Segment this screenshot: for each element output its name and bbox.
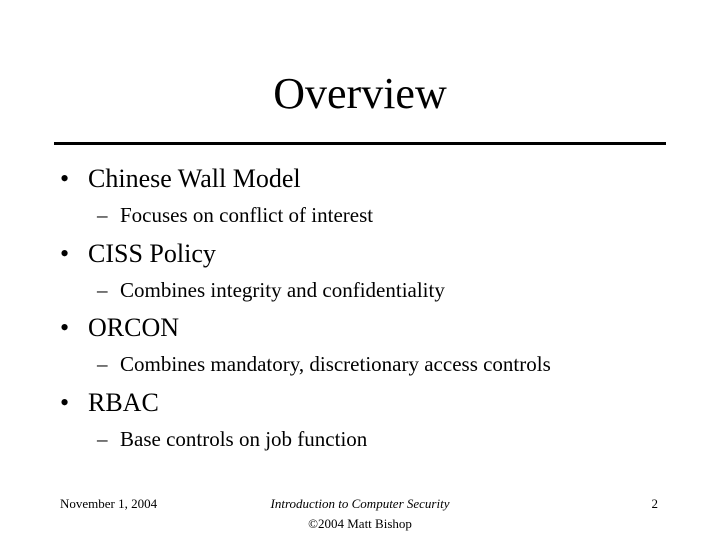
slide-title: Overview: [273, 69, 447, 118]
bullet-text: RBAC: [88, 388, 159, 417]
sub-bullet-text: Combines integrity and confidentiality: [120, 278, 445, 302]
footer-copyright: ©2004 Matt Bishop: [308, 516, 412, 531]
sub-bullet-text: Focuses on conflict of interest: [120, 203, 374, 227]
sub-bullet-glyph: –: [97, 203, 108, 227]
bullet-item: [60, 313, 179, 343]
footer-date: November 1, 2004: [60, 496, 158, 511]
sub-bullet-text: Combines mandatory, discretionary access controls: [120, 352, 551, 376]
bullet-item: [60, 164, 301, 194]
sub-bullet-item: [97, 427, 367, 451]
sub-bullet-item: [97, 278, 445, 302]
sub-bullet-glyph: –: [97, 427, 108, 451]
page-number: 2: [651, 496, 658, 511]
bullet-glyph: •: [60, 239, 70, 268]
sub-bullet-item: [97, 352, 551, 376]
bullet-item: [60, 239, 216, 269]
sub-bullet-text: Base controls on job function: [120, 427, 368, 451]
sub-bullet-item: [97, 203, 373, 227]
bullet-text: Chinese Wall Model: [88, 164, 301, 193]
bullet-glyph: •: [60, 388, 70, 417]
bullet-text: CISS Policy: [88, 239, 216, 268]
bullet-text: ORCON: [88, 313, 180, 342]
sub-bullet-glyph: –: [97, 352, 108, 376]
footer-course-info: [200, 494, 520, 534]
bullet-glyph: •: [60, 164, 70, 193]
sub-bullet-glyph: –: [97, 278, 108, 302]
footer-course: Introduction to Computer Security: [270, 496, 450, 511]
bullet-glyph: •: [60, 313, 70, 342]
title-divider: [54, 142, 666, 145]
bullet-item: [60, 388, 159, 418]
